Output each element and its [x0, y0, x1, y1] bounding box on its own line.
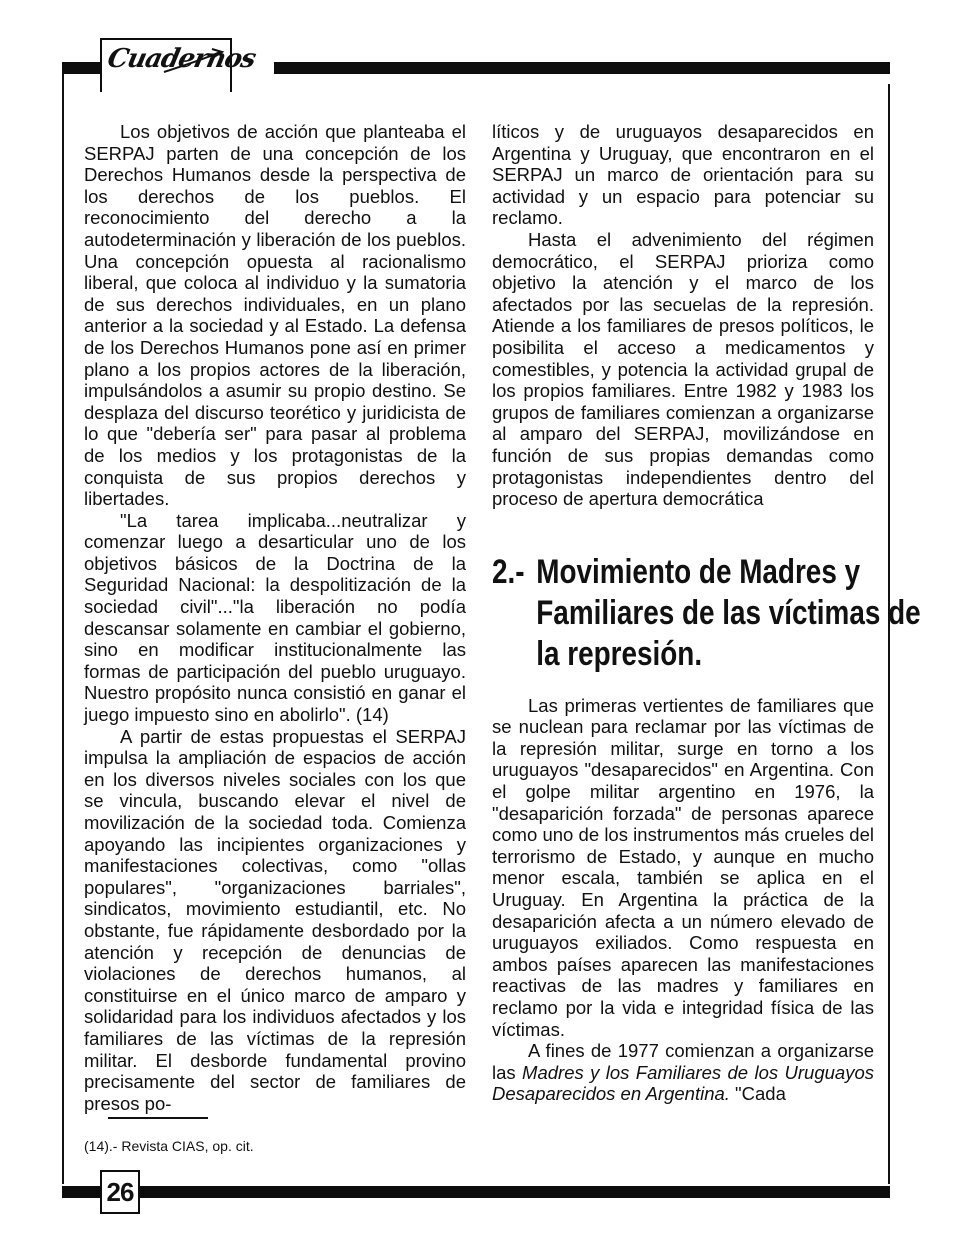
paragraph-text: "Cada — [729, 1083, 786, 1105]
paragraph: "La tarea implicaba...neutralizar y comenzar luego a desarticular uno de los objetivos básicos de la Doctrina de la Seguridad Nacional: la despolitización de la sociedad civil"..."la liberación no podía descansar solamente en cambiar el gobierno, sino en modificar institucionalmente las formas de participación del pueblo uruguayo. Nuestro propósito nunca consistió en ganar el juego impuesto sino en abolirlo". (14) — [84, 509, 466, 726]
section-heading — [492, 552, 922, 675]
paragraph — [492, 1040, 874, 1105]
paragraph: A partir de estas propuestas el SERPAJ impulsa la ampliación de espacios de acción en los diversos niveles sociales con los que se vincula, buscando elevar el nivel de movilización de la sociedad toda. Comienza apoyando las incipientes organizaciones y manifestaciones colectivas, como "ollas populares", "organizaciones barriales", sindicatos, movimiento estudiantil, etc. No obstante, fue rápidamente desbordado por la atención y recepción de denuncias de violaciones de derechos humanos, al constituirse en el único marco de amparo y solidaridad para los individuos afectados y los familiares de las víctimas de la represión militar. El desborde fundamental provino precisamente del sector de familiares de presos po- — [84, 725, 466, 1114]
frame-left-rule — [62, 74, 64, 1184]
logo-text: Cuadernos — [104, 44, 258, 74]
page-number: 26 — [100, 1170, 140, 1214]
footnote-rule — [108, 1117, 208, 1119]
right-column — [492, 121, 921, 1105]
paragraph-text: A fines de 1977 comienzan a organizarse las — [492, 1040, 874, 1083]
section-number: 2.- — [492, 552, 525, 591]
header-logo-tab — [100, 38, 258, 92]
paragraph: Los objetivos de acción que planteaba el SERPAJ parten de una concepción de los Derechos Humanos desde la perspectiva de los derechos de los pueblos. El reconocimiento del derecho a la autodeterminación y liberación de los pueblos. Una concepción opuesta al racionalismo liberal, que coloca al individuo y la sumatoria de sus derechos individuales, en un plano anterior a la sociedad y al Estado. La defensa de los Derechos Humanos pone así en primer plano a los propios actores de la liberación, impulsándolos a asumir su propio destino. Se desplaza del discurso teorético y juridicista de lo que "debería ser" para pasar al problema de los medios y los protagonistas de la conquista de sus propios derechos y libertades. — [84, 121, 466, 510]
left-column — [84, 121, 466, 1114]
paragraph: Hasta el advenimiento del régimen democrático, el SERPAJ prioriza como objetivo la atención y el marco de los afectados por las secuelas de la represión. Atiende a los familiares de presos políticos, le posibilita el acceso a medicamentos y comestibles, y potencia la actividad grupal de los propios familiares. Entre 1982 y 1983 los grupos de familiares comienzan a organizarse al amparo del SERPAJ, movilizándose en función de sus propias demandas como protagonistas independientes dentro del proceso de apertura democrática — [492, 228, 874, 510]
italic-organization-name: Madres y los Familiares de los Uruguayos Desaparecidos en Argentina. — [492, 1061, 874, 1105]
logo-swoosh-icon — [162, 46, 226, 76]
paragraph: Las primeras vertientes de familiares que se nuclean para reclamar por las víctimas de la represión militar, surge en torno a los uruguayos "desaparecidos" en Argentina. Con el golpe militar argentino en 1976, la "desaparición forzada" de personas aparece como uno de los instrumentos más crueles del terrorismo de Estado, y aunque en mucho menor escala, también se aplica en el Uruguay. En Argentina la práctica de la desaparición afecta a un número elevado de uruguayos exiliados. Como respuesta en ambos países aparecen las manifestaciones reactivas de las madres y familiares en reclamo por la vida e integridad física de las víctimas. — [492, 694, 874, 1040]
footer-rule — [62, 1186, 890, 1198]
paragraph-continuation: líticos y de uruguayos desaparecidos en Argentina y Uruguay, que encontraron en el SERPAJ un marco de orientación para su actividad y un espacio para potenciar su reclamo. — [492, 121, 874, 229]
footnote: (14).- Revista CIAS, op. cit. — [84, 1138, 254, 1154]
section-title: Movimiento de Madres y Familiares de las víctimas de la represión. — [536, 552, 921, 673]
